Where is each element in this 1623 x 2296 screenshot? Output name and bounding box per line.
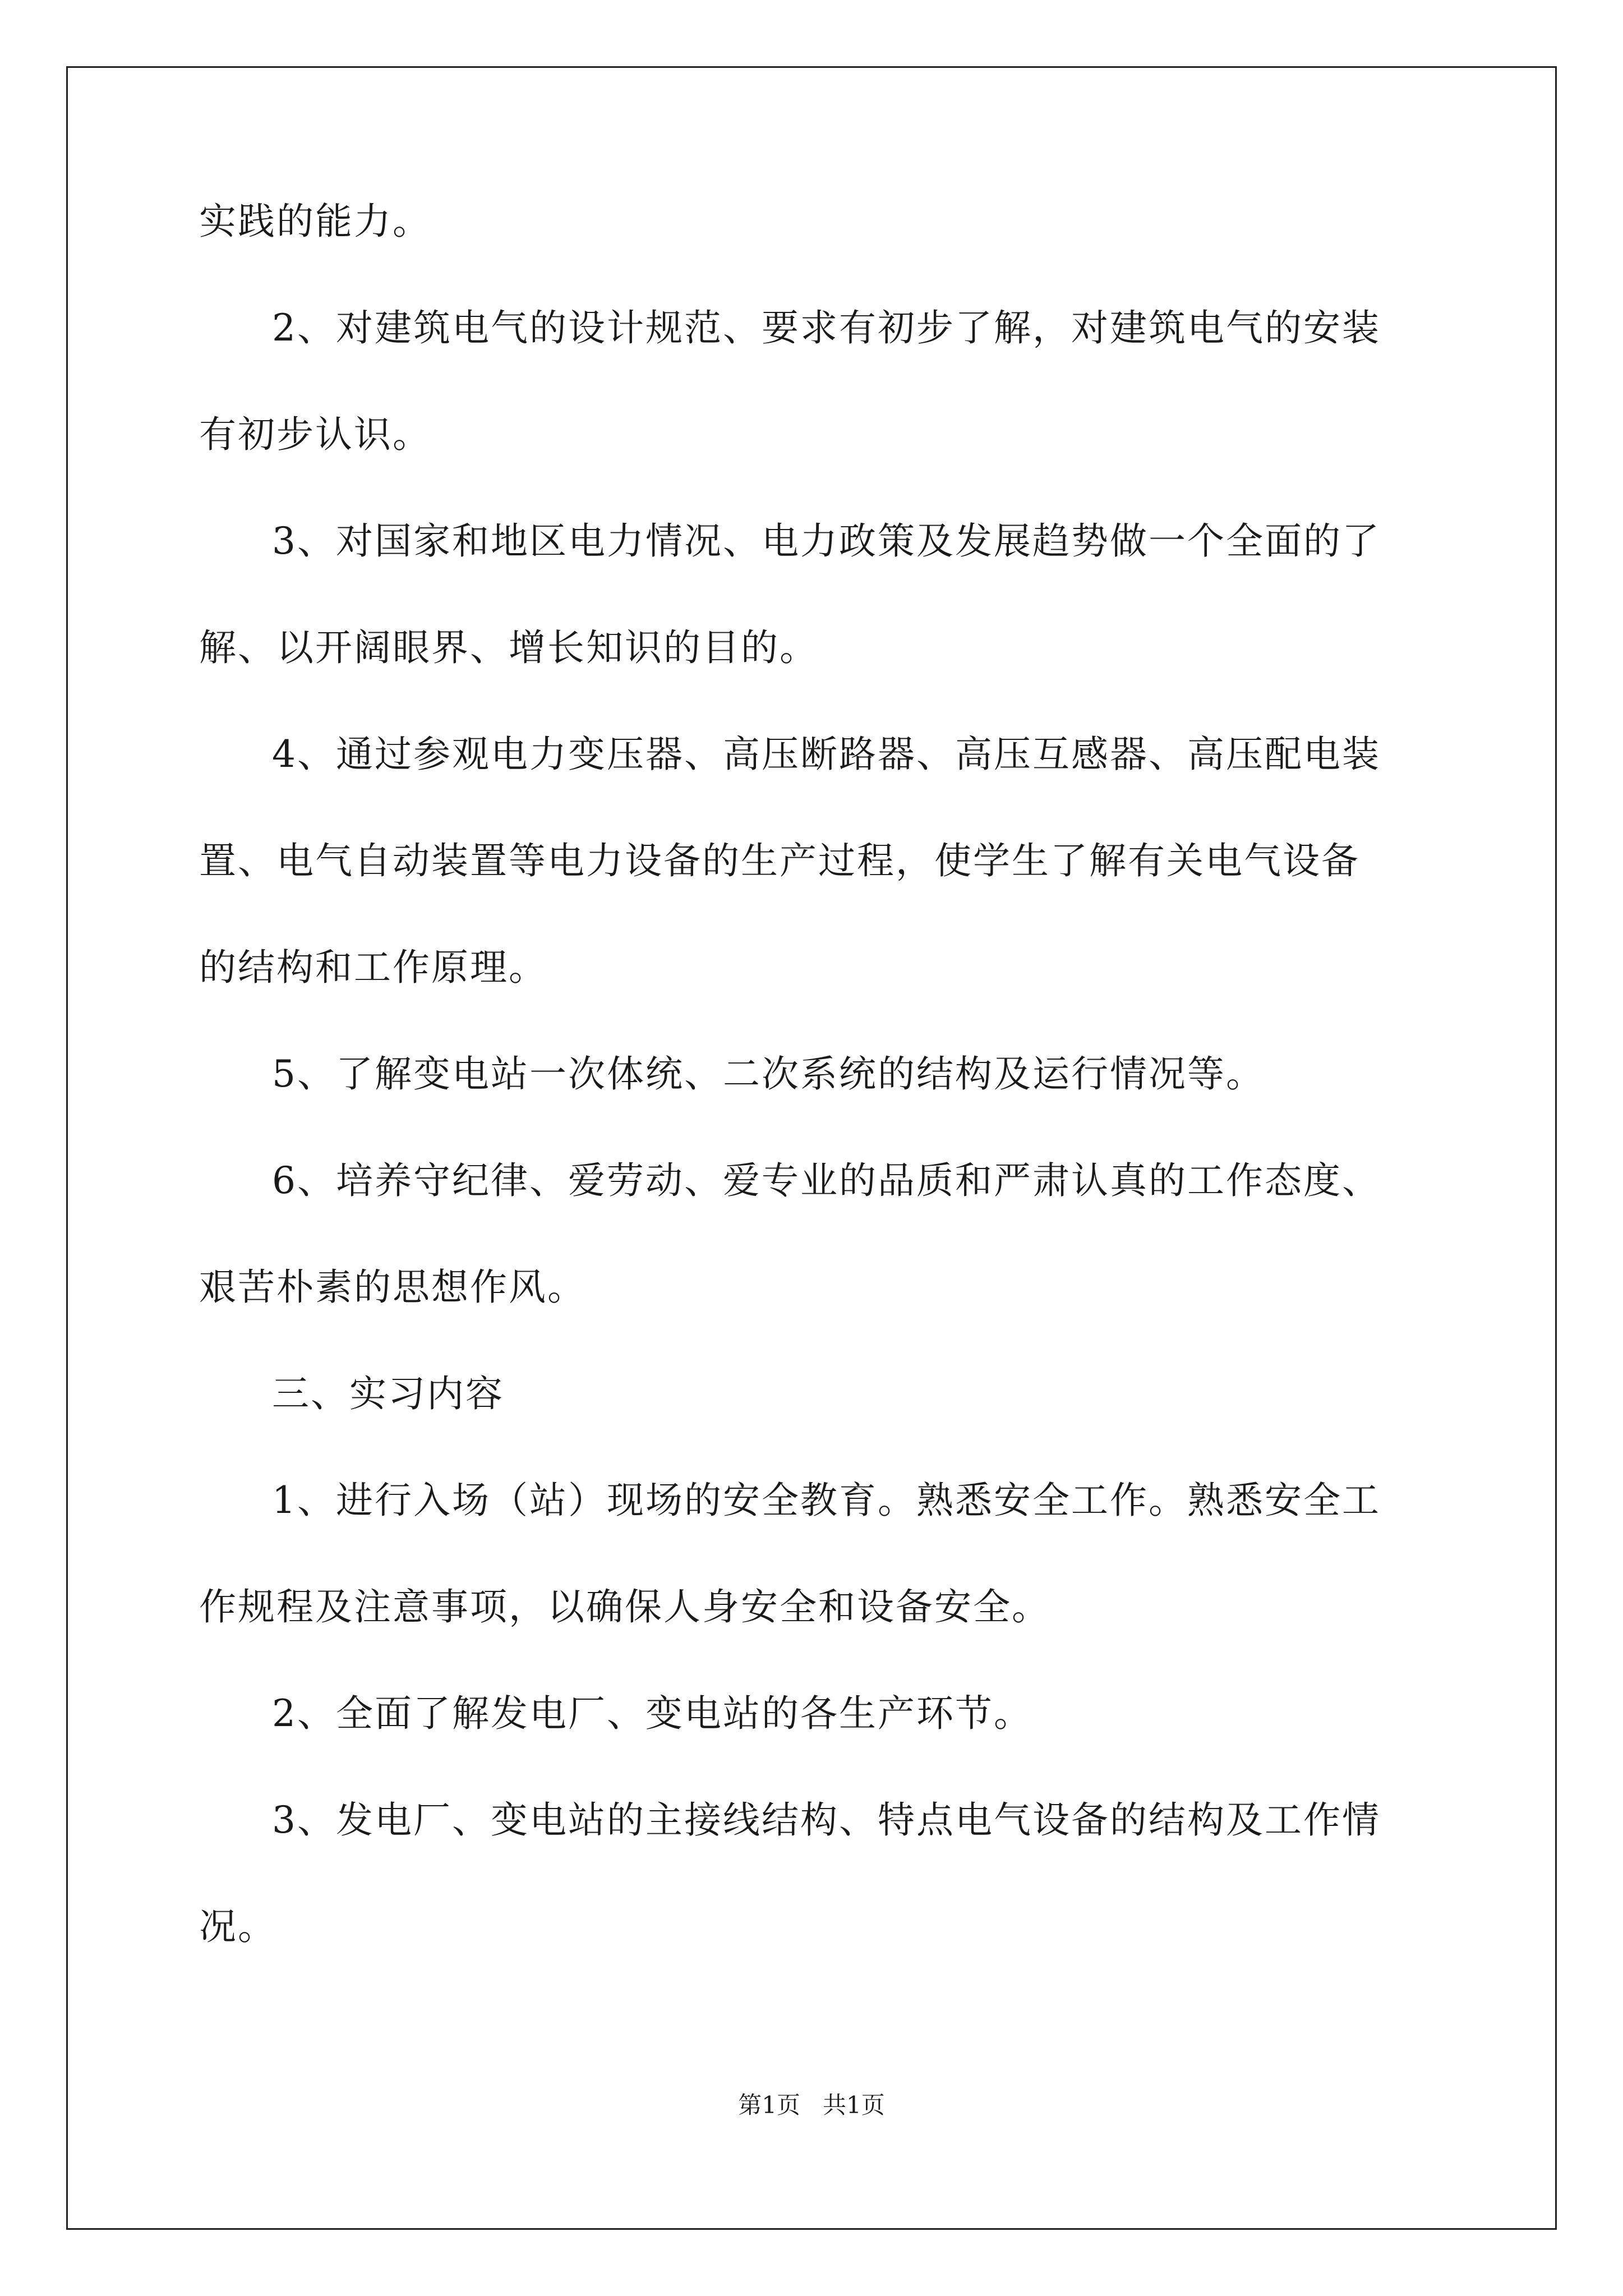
page-total: 共1页 [823, 2091, 885, 2119]
text-line: 实践的能力。 [199, 200, 431, 243]
text-line: 有初步认识。 [199, 413, 431, 456]
text-line: 2、对建筑电气的设计规范、要求有初步了解，对建筑电气的安装 [272, 306, 1381, 349]
text-line: 况。 [199, 1905, 276, 1948]
page-number: 第1页 [738, 2091, 800, 2119]
text-line: 艰苦朴素的思想作风。 [199, 1266, 586, 1309]
text-line: 1、进行入场（站）现场的安全教育。熟悉安全工作。熟悉安全工 [272, 1479, 1381, 1522]
page-footer [0, 2087, 1623, 2120]
text-line: 3、发电厂、变电站的主接线结构、特点电气设备的结构及工作情 [272, 1798, 1381, 1842]
page-border [66, 66, 1557, 2230]
text-line: 2、全面了解发电厂、变电站的各生产环节。 [272, 1692, 1032, 1735]
text-line: 6、培养守纪律、爱劳动、爱专业的品质和严肃认真的工作态度、 [272, 1159, 1381, 1202]
text-line: 4、通过参观电力变压器、高压断路器、高压互感器、高压配电装 [272, 733, 1381, 776]
section-heading: 三、实习内容 [272, 1372, 504, 1415]
text-line: 置、电气自动装置等电力设备的生产过程，使学生了解有关电气设备 [199, 839, 1360, 882]
text-line: 解、以开阔眼界、增长知识的目的。 [199, 626, 818, 669]
text-line: 5、了解变电站一次体统、二次系统的结构及运行情况等。 [272, 1052, 1265, 1096]
text-line: 作规程及注意事项，以确保人身安全和设备安全。 [199, 1585, 1050, 1628]
text-line: 的结构和工作原理。 [199, 946, 547, 989]
text-line: 3、对国家和地区电力情况、电力政策及发展趋势做一个全面的了 [272, 519, 1381, 563]
